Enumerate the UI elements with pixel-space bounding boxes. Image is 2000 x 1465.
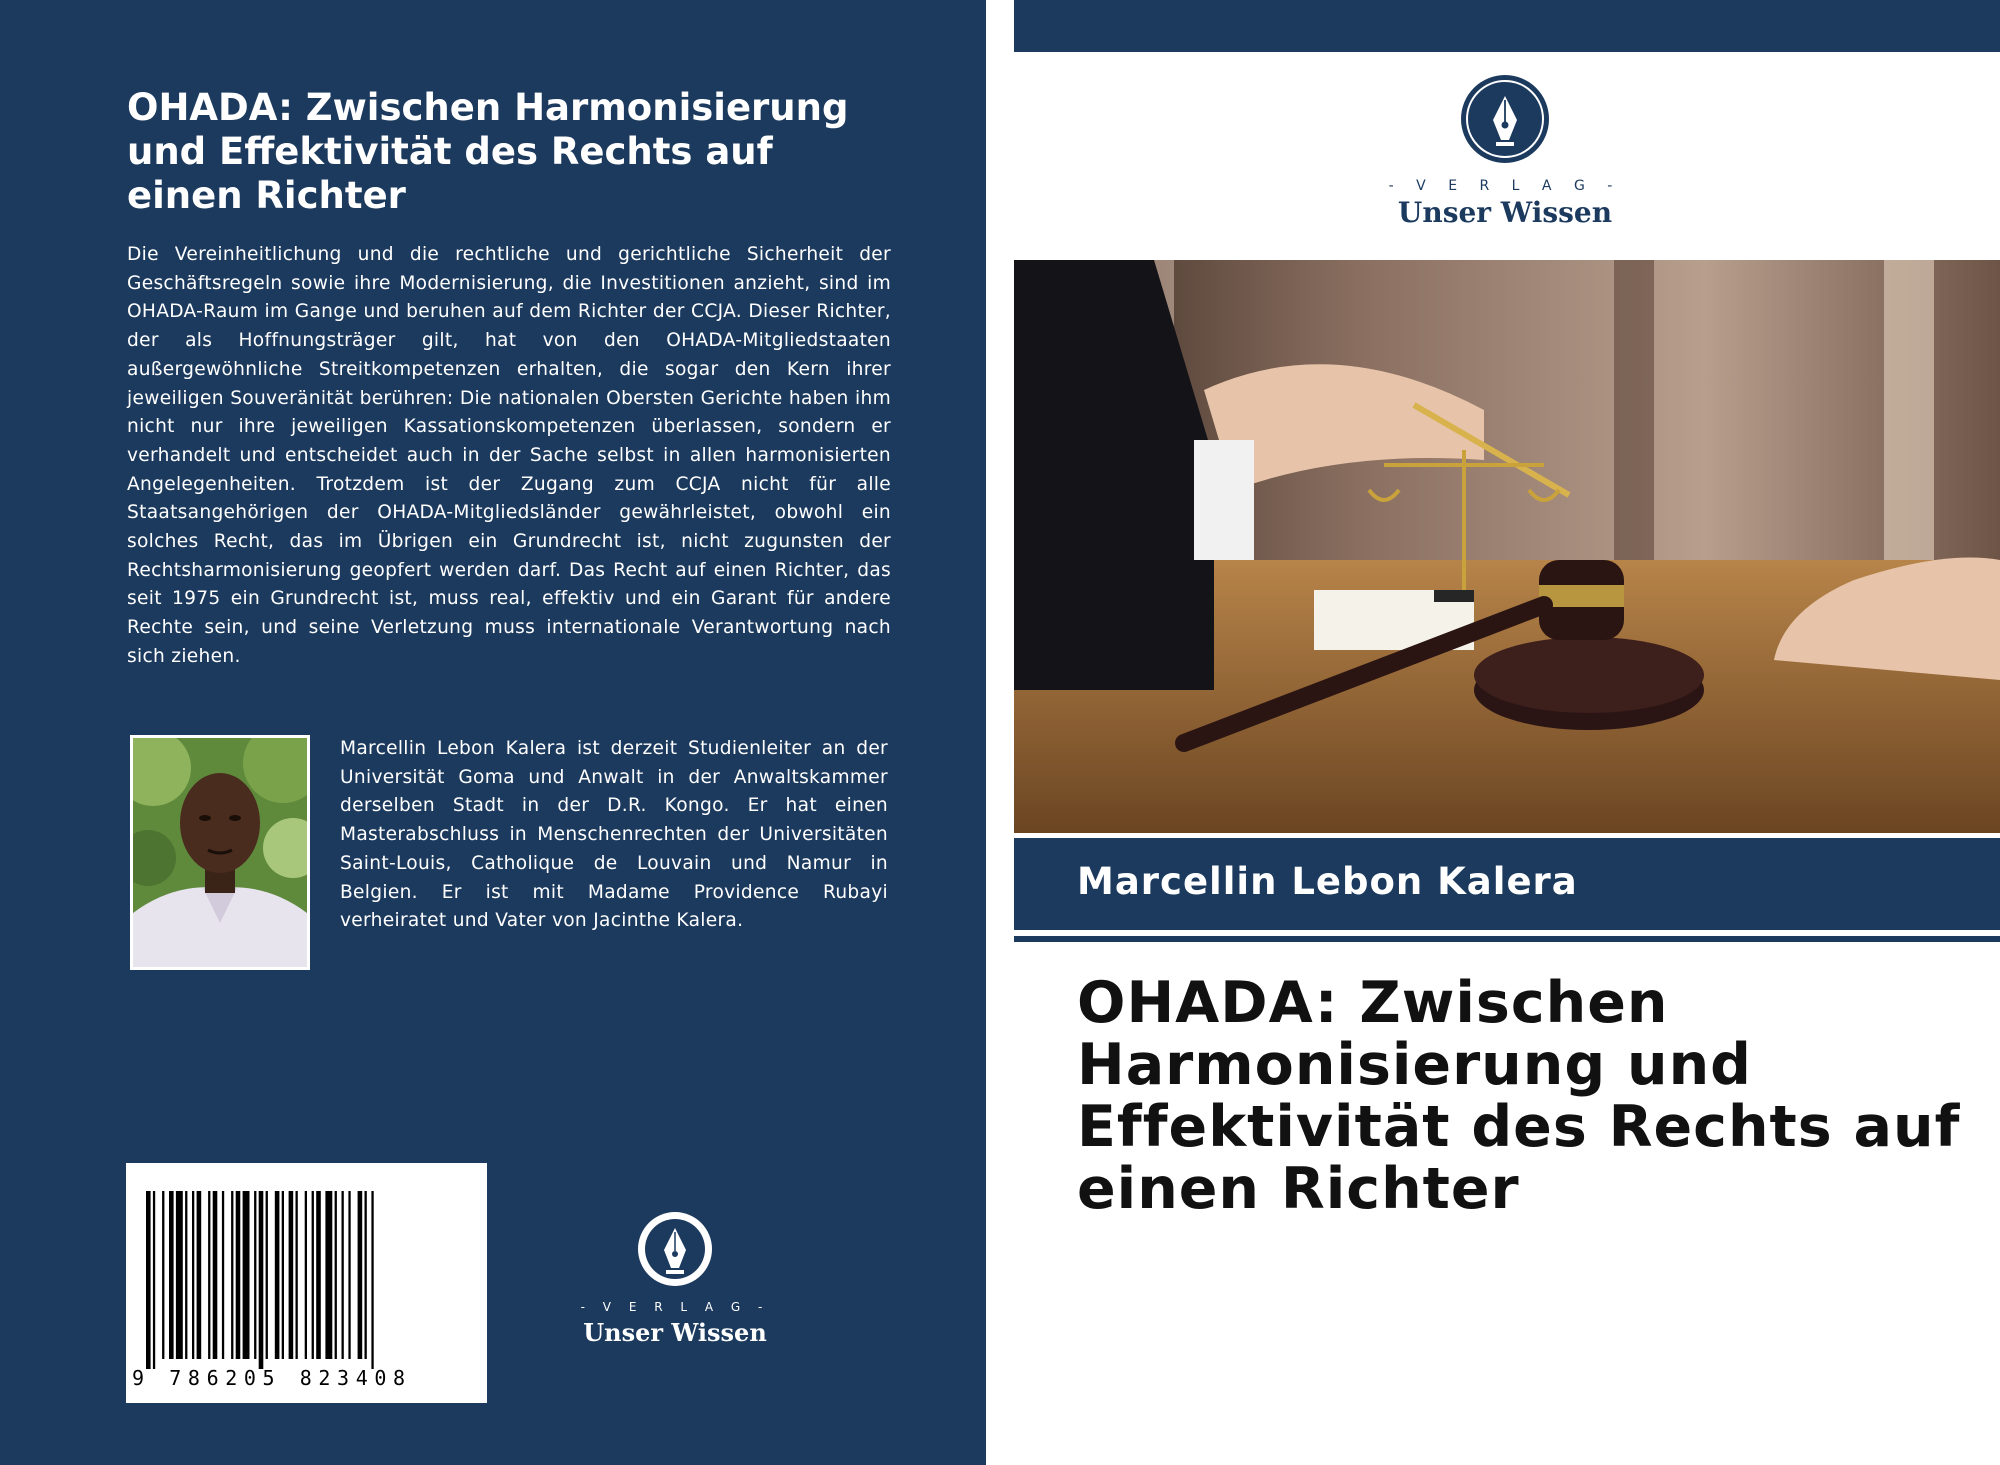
barcode-bar [146, 1191, 151, 1369]
barcode-bar [208, 1191, 210, 1359]
barcode-bar [335, 1191, 337, 1359]
author-portrait [130, 735, 310, 970]
front-top-bar [1014, 0, 2000, 52]
barcode-bar [305, 1191, 307, 1359]
barcode-bar [153, 1191, 155, 1369]
barcode-bar [197, 1191, 202, 1359]
front-publisher-logo [1380, 74, 1630, 229]
back-cover-title: OHADA: Zwischen Harmonisierung und Effektivität des Rechts auf einen Richter [127, 86, 849, 217]
isbn-digits: 9 786205 823408 [132, 1366, 412, 1390]
back-cover [0, 0, 986, 1465]
barcode-bar [176, 1191, 183, 1359]
barcode-bar [213, 1191, 218, 1359]
barcode-bar [266, 1191, 268, 1359]
barcode-bar [325, 1191, 332, 1359]
barcode-bar [296, 1191, 298, 1359]
back-logo-name: Unser Wissen [583, 1318, 767, 1347]
front-logo-name: Unser Wissen [1397, 196, 1613, 229]
barcode-bar [185, 1191, 187, 1359]
barcode-bar [259, 1191, 264, 1369]
barcode-bar [231, 1191, 233, 1359]
barcode-bar [358, 1191, 363, 1359]
back-publisher-logo [570, 1210, 780, 1347]
isbn-barcode [126, 1163, 487, 1403]
fountain-pen-nib-icon [636, 1210, 714, 1288]
barcode-bar [342, 1191, 344, 1359]
barcode-bar [236, 1191, 241, 1359]
barcode-bar [365, 1191, 367, 1359]
fountain-pen-nib-icon [1460, 74, 1550, 164]
author-name: Marcellin Lebon Kalera [1077, 860, 1578, 903]
barcode-bar [275, 1191, 280, 1359]
back-cover-blurb: Die Vereinheitlichung und die rechtliche und gerichtliche Sicherheit der Geschäftsregeln sowie ihre Modernisierung, die Investitionen anzieht, sind im OHADA-Raum im Gange und beruhen auf dem Richter der CCJA. Dieser Richter, der als Hoffnungsträger gilt, hat von den OHADA-Mitgliedstaaten außergewöhnliche Streitkompetenzen erhalten, die sogar den Kern ihrer jeweiligen Souveränität berühren: Die nationalen Obersten Gerichte haben ihm nicht nur ihre jeweiligen Kassationskompetenzen überlassen, sondern er verhandelt und entscheidet auch in der Sache selbst in allen harmonisierten Angelegenheiten. Trotzdem ist der Zugang zum CCJA nicht für alle Staatsangehörigen der OHADA-Mitgliedsländer gewährleistet, obwohl ein solches Recht, das im Übrigen ein Grundrecht ist, nicht zugunsten der Rechtsharmonisierung geopfert werden darf. Das Recht auf einen Richter, das seit 1975 ein Grundrecht ist, muss real, effektiv und ein Garant für andere Rechte sein, und seine Verletzung muss internationale Verantwortung nach sich ziehen. [127, 244, 891, 667]
title-divider [1014, 936, 2000, 942]
barcode-bar [289, 1191, 294, 1359]
barcode-bar [192, 1191, 194, 1359]
author-band [1014, 838, 2000, 930]
barcode-bar [254, 1191, 256, 1359]
barcode-bar [371, 1191, 373, 1369]
barcode-bar [162, 1191, 164, 1359]
barcode-bar [243, 1191, 250, 1359]
front-logo-verlag: - V E R L A G - [1388, 178, 1622, 194]
judge-gavel-photo [1014, 260, 2000, 833]
barcode-bar [348, 1191, 350, 1359]
author-bio: Marcellin Lebon Kalera ist derzeit Studienleiter an der Universität Goma und Anwalt in der Anwaltskammer derselben Stadt in der D.R. Kongo. Er hat einen Masterabschluss in Menschenrechten der Universitäten Saint-Louis, Catholique de Louvain und Namur in Belgien. Er ist mit Madame Providence Rubayi verheiratet und Vater von Jacinthe Kalera. [340, 738, 888, 932]
barcode-bar [222, 1191, 224, 1359]
barcode-bar [282, 1191, 284, 1359]
barcode-bar [312, 1191, 314, 1359]
back-logo-verlag: - V E R L A G - [580, 1300, 770, 1314]
barcode-bar [316, 1191, 321, 1359]
front-cover-title: OHADA: Zwischen Harmonisierung und Effektivität des Rechts auf einen Richter [1077, 970, 1961, 1222]
barcode-bar [169, 1191, 174, 1359]
